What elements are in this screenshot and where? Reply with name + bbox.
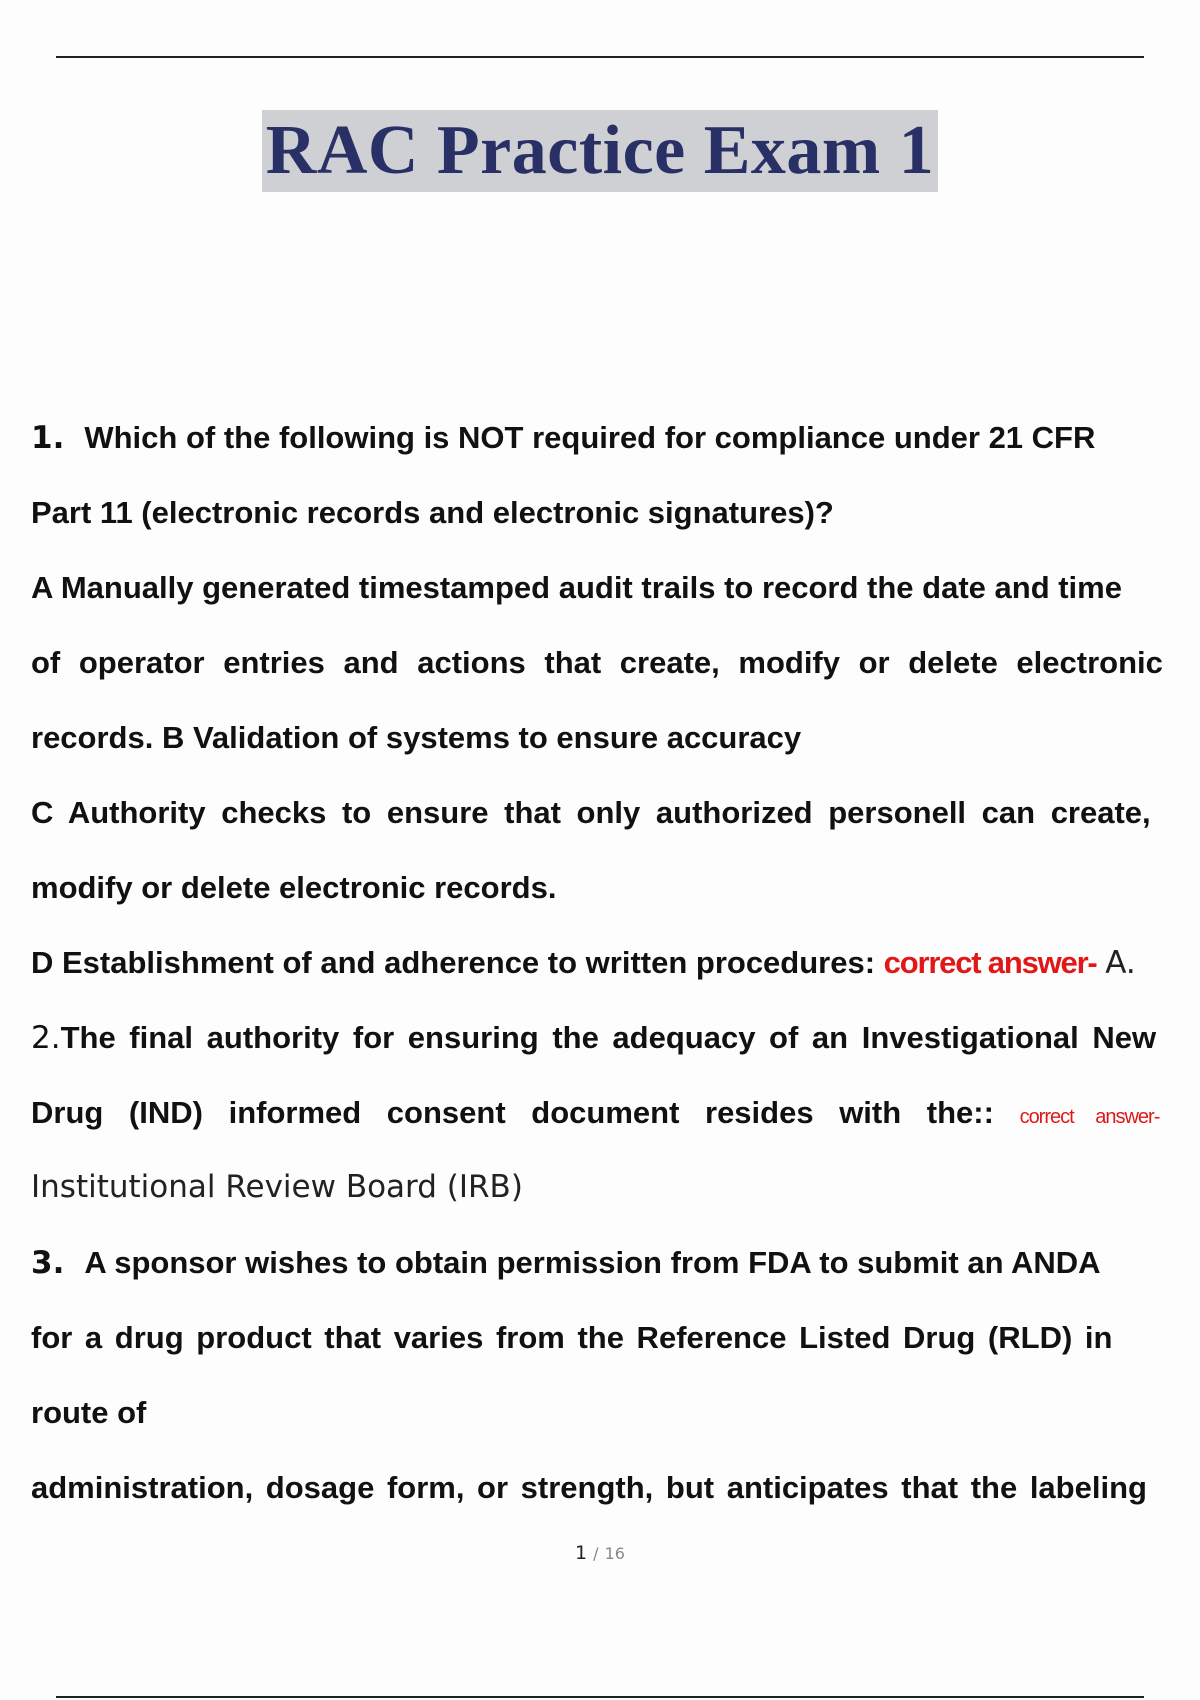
total-page-count: 16 <box>604 1544 625 1563</box>
option-line: A Manually generated timestamped audit trails to record the date and time <box>31 570 1122 605</box>
question-text: Which of the following is NOT required for compliance under 21 CFR <box>84 420 1096 455</box>
correct-answer-label: correct answer- <box>1019 1106 1160 1128</box>
option-line: C Authority checks to ensure that only authorized personell can create, <box>31 795 1151 830</box>
answer-line <box>31 925 1200 1000</box>
option-line: modify or delete electronic records. <box>31 870 557 905</box>
question-number: 3. <box>31 1245 65 1281</box>
question-text: A sponsor wishes to obtain permission from FDA to submit an ANDA <box>84 1245 1101 1280</box>
question-line <box>31 1225 1200 1300</box>
document-title: RAC Practice Exam 1 <box>262 110 938 192</box>
correct-answer-label: correct answer- <box>883 945 1097 980</box>
question-line <box>31 400 1200 475</box>
answer-text: Institutional Review Board (IRB) <box>31 1169 523 1205</box>
option-line: records. B Validation of systems to ensure accuracy <box>31 720 802 755</box>
option-line: of operator entries and actions that create, modify or delete electronic <box>31 645 1163 680</box>
top-rule <box>56 56 1144 58</box>
question-line: administration, dosage form, or strength, but anticipates that the labeling <box>31 1470 1147 1505</box>
page-indicator <box>0 1542 1200 1564</box>
document-body <box>31 400 1200 1525</box>
question-line: route of <box>31 1395 147 1430</box>
current-page-number: 1 <box>575 1542 588 1564</box>
option-text: D Establishment of and adherence to written procedures: <box>31 945 876 980</box>
question-line <box>31 1075 1200 1150</box>
question-line: Part 11 (electronic records and electronic signatures)? <box>31 495 834 530</box>
answer-text: A. <box>1105 945 1136 981</box>
question-text: Drug (IND) informed consent document resides with the:: <box>31 1095 994 1130</box>
bottom-rule <box>56 1696 1144 1698</box>
question-number: 1. <box>31 420 65 456</box>
page-separator: / <box>593 1544 599 1563</box>
question-line <box>31 1000 1200 1075</box>
title-container <box>0 110 1200 192</box>
question-text: The final authority for ensuring the adequacy of an Investigational New <box>60 1020 1157 1055</box>
question-number: 2. <box>31 1020 61 1056</box>
question-line: for a drug product that varies from the Reference Listed Drug (RLD) in <box>31 1320 1113 1355</box>
